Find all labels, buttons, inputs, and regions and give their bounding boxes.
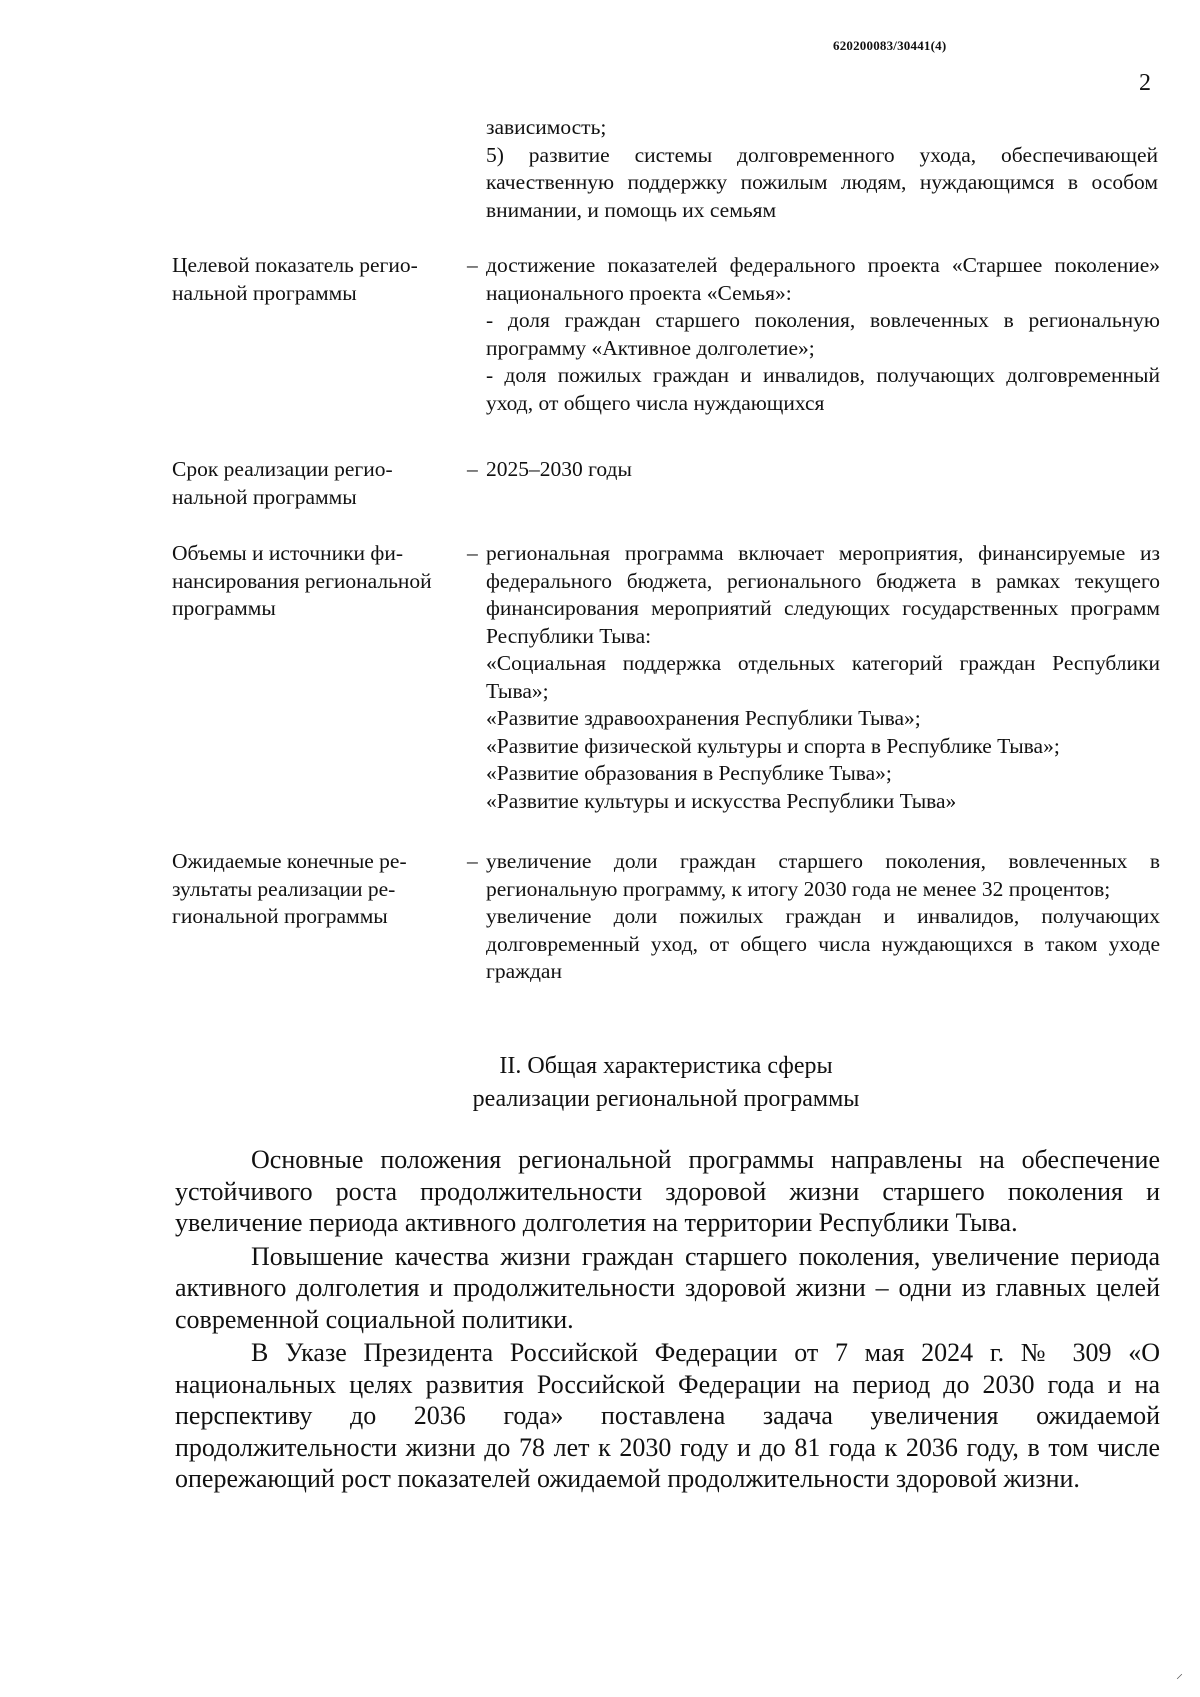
body-paragraph: Повышение качества жизни граждан старшего поколения, увеличение периода активного долголетия и продолжительности здоровой жизни – одни из главных целей современной социальной политики. xyxy=(175,1241,1160,1334)
body-paragraph: В Указе Президента Российской Федерации от 7 мая 2024 г. № 309 «О национальных целях развития Российской Федерации на период до 2030 года и на перспективу до 2036 года» поставлена задача увеличения ожидаемой продолжительности жизни до 78 лет к 2030 году и до 81 года к 2036 году, в том числе опережающий рост показателей ожидаемой продолжительности здоровой жизни. xyxy=(175,1338,1160,1493)
row-value-line: увеличение доли граждан старшего поколения, вовлеченных в региональную программу, к итогу 2030 года не менее 32 процентов; xyxy=(486,849,1160,901)
passport-row-financing xyxy=(172,540,1160,820)
row-value xyxy=(486,252,1160,417)
passport-row-expected-results xyxy=(172,848,1160,1018)
row-value-line: - доля граждан старшего поколения, вовлеченных в региональную программу «Активное долголетие»; xyxy=(486,308,1160,360)
row-dash: – xyxy=(467,457,478,481)
row-dash: – xyxy=(467,541,478,565)
row-value-line: - доля пожилых граждан и инвалидов, получающих долговременный уход, от общего числа нуждающихся xyxy=(486,363,1160,415)
row-value-line: региональная программа включает мероприятия, финансируемые из федерального бюджета, регионального бюджета в рамках текущего финансирования мероприятий следующих государственных программ Республики Тыва: xyxy=(486,541,1160,648)
passport-row-implementation-period xyxy=(172,456,1160,516)
page-number: 2 xyxy=(1139,70,1151,96)
row-value xyxy=(486,540,1160,815)
row-dash: – xyxy=(467,253,478,277)
row-dash: – xyxy=(467,849,478,873)
section-heading-line: II. Общая характеристика сферы xyxy=(499,1053,833,1079)
document-registration-number: 620200083/30441(4) xyxy=(833,38,947,53)
scan-artifact-mark: ⸝ xyxy=(1176,1667,1183,1682)
passport-continuation xyxy=(486,114,1158,224)
row-label: Объемы и источники финансирования региональной программы xyxy=(172,541,432,620)
row-value xyxy=(486,848,1160,986)
row-value-line: увеличение доли пожилых граждан и инвалидов, получающих долговременный уход, от общего числа нуждающихся в таком уходе граждан xyxy=(486,904,1160,983)
row-label: Ожидаемые конечные результаты реализации региональной программы xyxy=(172,849,407,928)
row-value-line: «Развитие физической культуры и спорта в Республике Тыва»; xyxy=(486,733,1060,758)
row-value-line: 2025–2030 годы xyxy=(486,457,632,481)
passport-row-target-indicator xyxy=(172,252,1160,415)
row-label: Целевой показатель региональной программы xyxy=(172,253,418,305)
row-value-line: «Развитие культуры и искусства Республики Тыва» xyxy=(486,788,957,813)
section-heading xyxy=(172,1050,1160,1116)
row-label: Срок реализации региональной программы xyxy=(172,457,393,509)
row-value-line: «Развитие здравоохранения Республики Тыва»; xyxy=(486,706,921,730)
row-value-line: «Социальная поддержка отдельных категорий граждан Республики Тыва»; xyxy=(486,651,1160,703)
intro-line: 5) развитие системы долговременного ухода, обеспечивающей качественную поддержку пожилым людям, нуждающимся в особом внимании, и помощь их семьям xyxy=(486,142,1158,222)
section-heading-line: реализации региональной программы xyxy=(472,1086,860,1112)
row-value-line: «Развитие образования в Республике Тыва»; xyxy=(486,761,892,785)
section-body xyxy=(175,1144,1160,1497)
body-paragraph: Основные положения региональной программы направлены на обеспечение устойчивого роста продолжительности здоровой жизни старшего поколения и увеличение периода активного долголетия на территории Республики Тыва. xyxy=(175,1145,1160,1237)
row-value xyxy=(486,456,1160,484)
row-value-line: достижение показателей федерального проекта «Старшее поколение» национального проекта «Семья»: xyxy=(486,253,1160,305)
intro-line: зависимость; xyxy=(486,115,607,139)
